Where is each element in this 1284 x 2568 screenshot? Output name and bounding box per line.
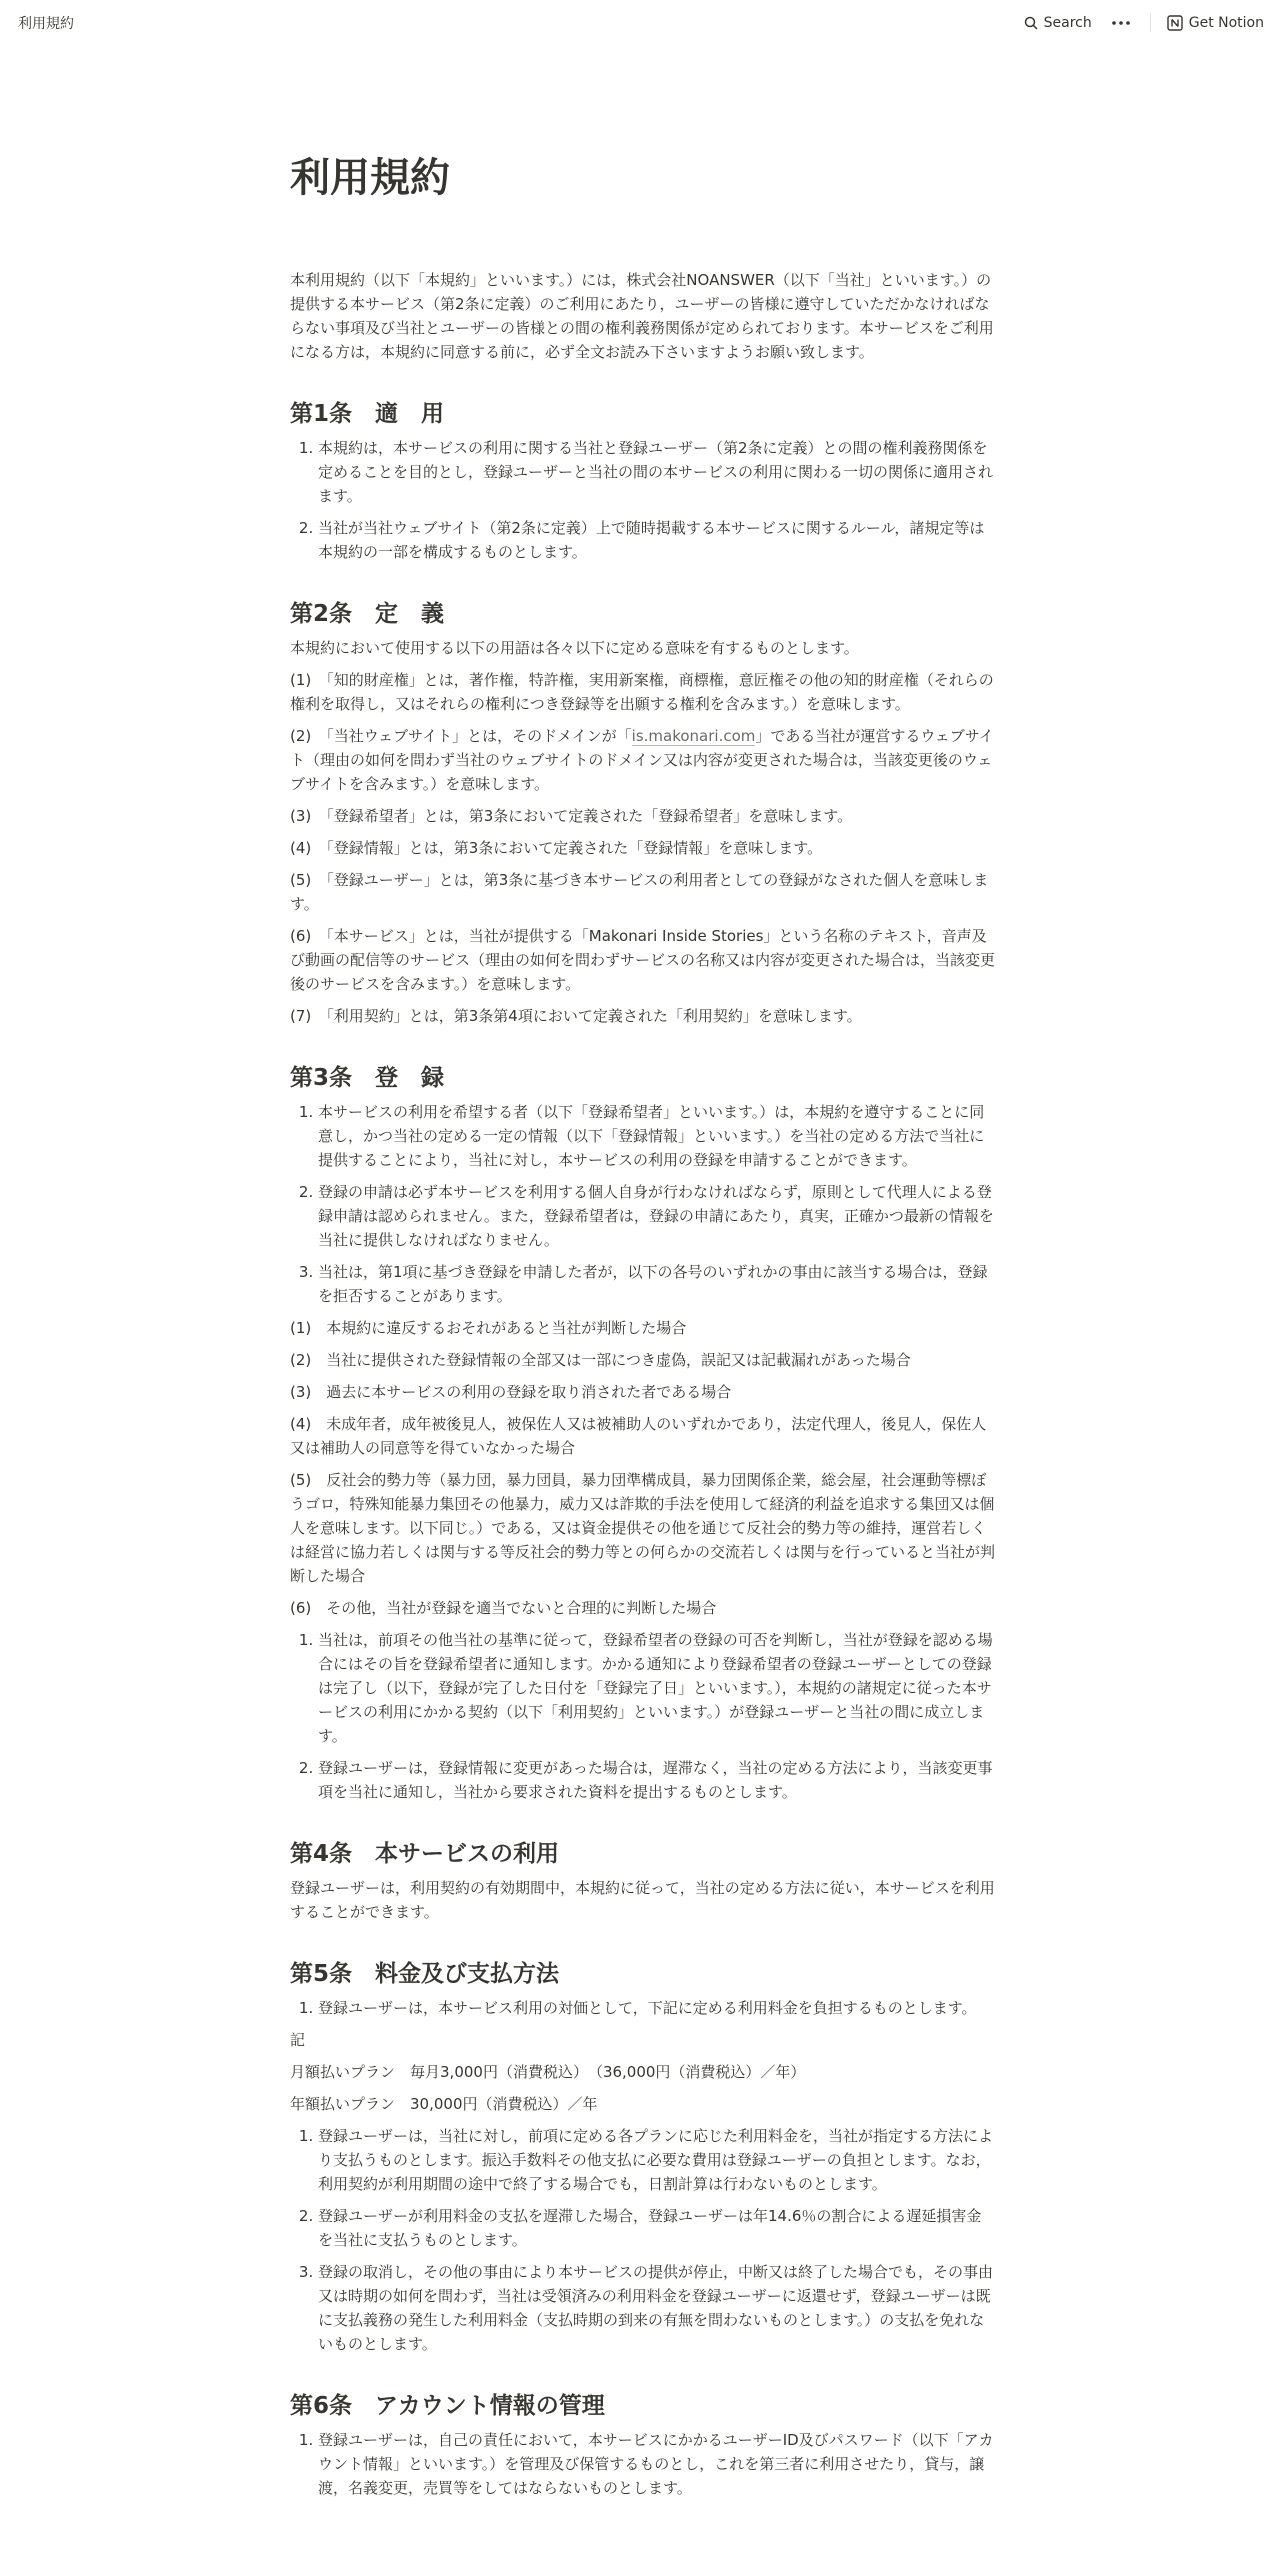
topbar-actions [1016, 11, 1272, 35]
list-item: 3. 登録の取消し，その他の事由により本サービスの提供が停止，中断又は終了した場合でも，その事由又は時期の如何を問わず，当社は受領済みの利用料金を登録ユーザーに返還せず，登録ユーザーは既に支払義務の発生した利用料金（支払時期の到来の有無を問わないものとします。）の支払を免れないものとします。 [318, 2260, 996, 2356]
get-notion-label: Get Notion [1188, 14, 1264, 31]
article-4-body: 登録ユーザーは，利用契約の有効期間中，本規約に従って，当社の定める方法に従い，本サービスを利用することができます。 [290, 1879, 995, 1921]
article-6-heading: 第6条 アカウント情報の管理 [290, 2393, 605, 2419]
article-1-heading: 第1条 適 用 [290, 401, 445, 427]
article-3-list-b [290, 1628, 996, 1804]
list-item: 2. 当社が当社ウェブサイト（第2条に定義）上で随時掲載する本サービスに関するルール，諸規定等は本規約の一部を構成するものとします。 [318, 516, 996, 564]
definition-4: (4) 「登録情報」とは，第3条において定義された「登録情報」を意味します。 [290, 839, 823, 857]
definition-7: (7) 「利用契約」とは，第3条第4項において定義された「利用契約」を意味します。 [290, 1007, 862, 1025]
refusal-reason-5: (5) 反社会的勢力等（暴力団，暴力団員，暴力団準構成員，暴力団関係企業，総会屋，社会運動等標ぼうゴロ，特殊知能暴力集団その他暴力，威力又は詐欺的手法を使用して経済的利益を追求する集団又は個人を意味します。以下同じ。）である，又は資金提供その他を通じて反社会的勢力等の維持，運営若しくは経営に協力若しくは関与する等反社会的勢力等との何らかの交流若しくは関与を行っていると当社が判断した場合 [290, 1471, 996, 1585]
definition-2-post: 」である当社が運営するウェブサイト（理由の如何を問わず当社のウェブサイトのドメイン又は内容が変更された場合は，当該変更後のウェブサイトを含みます。）を意味します。 [290, 727, 994, 793]
article-5-heading: 第5条 料金及び支払方法 [290, 1961, 560, 1987]
refusal-reason-1: (1) 本規約に違反するおそれがあると当社が判断した場合 [290, 1319, 687, 1337]
list-item: 1. 登録ユーザーは，自己の責任において，本サービスにかかるユーザーID及びパスワード（以下「アカウント情報」といいます。）を管理及び保管するものとし，これを第三者に利用させたり，貸与，譲渡，名義変更，売買等をしてはならないものとします。 [318, 2428, 996, 2500]
top-bar [0, 0, 1284, 45]
list-item: 1. 本規約は，本サービスの利用に関する当社と登録ユーザー（第2条に定義）との間の権利義務関係を定めることを目的とし，登録ユーザーと当社の間の本サービスの利用に関わる一切の関係に適用されます。 [318, 436, 996, 508]
plan-yearly: 年額払いプラン 30,000円（消費税込）／年 [290, 2095, 598, 2113]
get-notion-button[interactable] [1159, 11, 1272, 35]
article-1-list [290, 436, 996, 564]
list-item: 1. 登録ユーザーは，本サービス利用の対価として，下記に定める利用料金を負担するものとします。 [318, 1996, 996, 2020]
page-content [290, 150, 996, 2508]
plan-monthly: 月額払いプラン 毎月3,000円（消費税込） （36,000円（消費税込）／年） [290, 2063, 806, 2081]
notion-logo-icon [1167, 15, 1183, 31]
breadcrumb[interactable]: 利用規約 [18, 15, 74, 32]
article-6-list [290, 2428, 996, 2500]
article-4-heading: 第4条 本サービスの利用 [290, 1841, 560, 1867]
definition-5: (5) 「登録ユーザー」とは，第3条に基づき本サービスの利用者としての登録がなされた個人を意味します。 [290, 871, 989, 913]
refusal-reason-2: (2) 当社に提供された登録情報の全部又は一部につき虚偽，誤記又は記載漏れがあった場合 [290, 1351, 911, 1369]
more-button[interactable] [1100, 17, 1142, 29]
more-dots-icon [1112, 21, 1130, 25]
article-5-list-b [290, 2124, 996, 2356]
article-2-lead: 本規約において使用する以下の用語は各々以下に定める意味を有するものとします。 [290, 639, 859, 657]
search-button[interactable] [1016, 11, 1100, 35]
article-3-heading: 第3条 登 録 [290, 1065, 445, 1091]
refusal-reason-3: (3) 過去に本サービスの利用の登録を取り消された者である場合 [290, 1383, 732, 1401]
list-item: 2. 登録の申請は必ず本サービスを利用する個人自身が行わなければならず，原則として代理人による登録申請は認められません。また，登録希望者は，登録の申請にあたり，真実，正確かつ最新の情報を当社に提供しなければなりません。 [318, 1180, 996, 1252]
article-2-heading: 第2条 定 義 [290, 601, 445, 627]
list-item: 1. 本サービスの利用を希望する者（以下「登録希望者」といいます。）は，本規約を遵守することに同意し，かつ当社の定める一定の情報（以下「登録情報」といいます。）を当社の定める方法で当社に提供することにより，当社に対し，本サービスの利用の登録を申請することができます。 [318, 1100, 996, 1172]
topbar-divider [1150, 14, 1151, 32]
refusal-reason-4: (4) 未成年者，成年被後見人，被保佐人又は被補助人のいずれかであり，法定代理人，後見人，保佐人又は補助人の同意等を得ていなかった場合 [290, 1415, 987, 1457]
list-item: 1. 当社は，前項その他当社の基準に従って，登録希望者の登録の可否を判断し，当社が登録を認める場合にはその旨を登録希望者に通知します。かかる通知により登録希望者の登録ユーザーとしての登録は完了し（以下，登録が完了した日付を「登録完了日」といいます。），本規約の諸規定に従った本サービスの利用にかかる契約（以下「利用契約」といいます。）が登録ユーザーと当社の間に成立します。 [318, 1628, 996, 1748]
definition-3: (3) 「登録希望者」とは，第3条において定義された「登録希望者」を意味します。 [290, 807, 853, 825]
ki-label: 記 [290, 2031, 306, 2049]
definition-2 [290, 724, 996, 796]
search-label: Search [1043, 14, 1092, 31]
search-icon [1024, 16, 1038, 30]
article-3-list-a [290, 1100, 996, 1308]
list-item: 3. 当社は，第1項に基づき登録を申請した者が，以下の各号のいずれかの事由に該当する場合は，登録を拒否することがあります。 [318, 1260, 996, 1308]
list-item: 1. 登録ユーザーは，当社に対し，前項に定める各プランに応じた利用料金を，当社が指定する方法により支払うものとします。振込手数料その他支払に必要な費用は登録ユーザーの負担とします。なお，利用契約が利用期間の途中で終了する場合でも，日割計算は行わないものとします。 [318, 2124, 996, 2196]
list-item: 2. 登録ユーザーは，登録情報に変更があった場合は，遅滞なく，当社の定める方法により，当該変更事項を当社に通知し，当社から要求された資料を提出するものとします。 [318, 1756, 996, 1804]
refusal-reason-6: (6) その他，当社が登録を適当でないと合理的に判断した場合 [290, 1599, 717, 1617]
definition-6: (6) 「本サービス」とは，当社が提供する「Makonari Inside Stories」という名称のテキスト，音声及び動画の配信等のサービス（理由の如何を問わずサービスの名称又は内容が変更された場合は，当該変更後のサービスを含みます。）を意味します。 [290, 927, 996, 993]
list-item: 2. 登録ユーザーが利用料金の支払を遅滞した場合，登録ユーザーは年14.6％の割合による遅延損害金を当社に支払うものとします。 [318, 2204, 996, 2252]
definition-2-pre: (2) 「当社ウェブサイト」とは，そのドメインが「 [290, 727, 632, 745]
website-domain-link[interactable]: is.makonari.com [631, 727, 756, 745]
page-title: 利用規約 [290, 155, 450, 201]
intro-paragraph: 本利用規約（以下「本規約」といいます。）には，株式会社NOANSWER（以下「当社」といいます。）の提供する本サービス（第2条に定義）のご利用にあたり，ユーザーの皆様に遵守していただかなければならない事項及び当社とユーザーの皆様との間の権利義務関係が定められております。本サービスをご利用になる方は，本規約に同意する前に，必ず全文お読み下さいますようお願い致します。 [290, 271, 994, 361]
definition-1: (1) 「知的財産権」とは，著作権，特許権，実用新案権，商標権，意匠権その他の知的財産権（それらの権利を取得し，又はそれらの権利につき登録等を出願する権利を含みます。）を意味します。 [290, 671, 994, 713]
article-5-list-a [290, 1996, 996, 2020]
